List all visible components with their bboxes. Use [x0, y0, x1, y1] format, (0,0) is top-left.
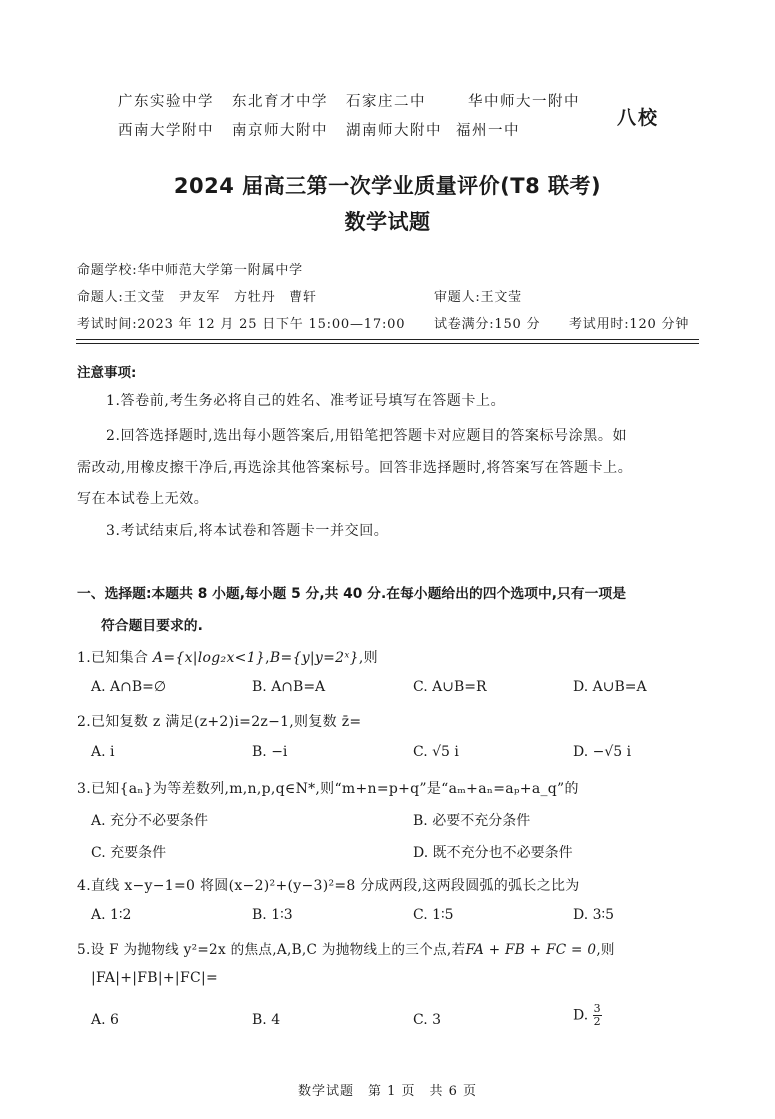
school-name: 华中师大一附中 [468, 94, 580, 110]
question-text: 已知集合 [90, 650, 153, 666]
q2-option-a: A. i [91, 744, 115, 760]
school-name: 石家庄二中 [346, 94, 426, 110]
question-number: 3. [77, 781, 91, 797]
notice-item-2-line3: 写在本试卷上无效。 [77, 491, 209, 507]
section-heading-line2: 符合题目要求的. [101, 618, 203, 634]
set-b: B={y|y=2ˣ} [269, 650, 359, 666]
q4-option-d: D. 3∶5 [573, 907, 615, 923]
q3-option-a: A. 充分不必要条件 [91, 813, 209, 829]
q3-option-d: D. 既不充分也不必要条件 [413, 845, 573, 861]
q1-option-c: C. A∪B=R [413, 679, 487, 695]
question-4-stem [77, 875, 580, 895]
school-name: 南京师大附中 [232, 123, 328, 139]
question-number: 5. [77, 942, 91, 958]
notice-item-2-line2: 需改动,用橡皮擦干净后,再选涂其他答案标号。回答非选择题时,将答案写在答题卡上。 [77, 460, 633, 476]
question-text: ,则 [596, 942, 615, 958]
question-5-stem-line1 [77, 938, 615, 958]
q5-option-d [573, 1003, 602, 1028]
q1-option-b: B. A∩B=A [252, 679, 326, 695]
question-3-stem [77, 778, 579, 798]
question-2-stem [77, 711, 361, 731]
notice-heading: 注意事项: [77, 365, 137, 381]
exam-title: 2024 届高三第一次学业质量评价(T8 联考) [173, 174, 602, 198]
q3-option-c: C. 充要条件 [91, 845, 167, 861]
option-label: D. [573, 1007, 593, 1024]
q4-option-a: A. 1∶2 [91, 907, 132, 923]
fraction-denominator: 2 [593, 1015, 601, 1028]
q5-option-a: A. 6 [91, 1012, 119, 1028]
q2-option-c: C. √5 i [413, 744, 459, 760]
exam-time: 考试时间:2023 年 12 月 25 日下午 15:00—17:00 [77, 317, 406, 332]
school-list-row1 [118, 90, 580, 111]
question-text: 直线 x−y−1=0 将圆(x−2)²+(y−3)²=8 分成两段,这两段圆弧的弧长之比为 [90, 878, 580, 894]
question-text: 已知{aₙ}为等差数列,m,n,p,q∈N*,则“m+n=p+q”是“aₘ+aₙ=aₚ+a_q”的 [90, 781, 579, 797]
q4-option-b: B. 1∶3 [252, 907, 293, 923]
school-list-row2 [118, 119, 520, 140]
q3-option-b: B. 必要不充分条件 [413, 813, 531, 829]
q4-option-c: C. 1∶5 [413, 907, 454, 923]
notice-item-2-line1: 2.回答选择题时,选出每小题答案后,用铅笔把答题卡对应题目的答案标号涂黑。如 [106, 428, 628, 444]
setters: 命题人:王文莹 尹友军 方牡丹 曹轩 [77, 290, 317, 305]
question-5-stem-line2: |FA|+|FB|+|FC|= [91, 970, 219, 986]
duration: 考试用时:120 分钟 [569, 317, 690, 332]
full-score: 试卷满分:150 分 [434, 317, 541, 332]
q2-option-d: D. −√5 i [573, 744, 632, 760]
question-number: 2. [77, 714, 91, 730]
school-name: 西南大学附中 [118, 123, 214, 139]
question-number: 4. [77, 878, 91, 894]
q5-option-c: C. 3 [413, 1012, 442, 1028]
school-name: 广东实验中学 [118, 94, 214, 110]
divider-top [76, 339, 699, 340]
question-text: 设 F 为抛物线 y²=2x 的焦点,A,B,C 为抛物线上的三个点,若 [90, 942, 466, 958]
reviewer: 审题人:王文莹 [434, 290, 522, 305]
page-footer: 数学试题 第 1 页 共 6 页 [297, 1084, 478, 1099]
question-text: 已知复数 z 满足(z+2)i=2z−1,则复数 z̄= [90, 714, 362, 730]
question-1-stem: 1.已知集合 A={x|log₂x<1},B={y|y=2ˣ},则 [77, 650, 378, 666]
notice-item-3: 3.考试结束后,将本试卷和答题卡一并交回。 [106, 523, 389, 539]
divider-bottom [76, 343, 699, 344]
section-heading-line1: 一、选择题:本题共 8 小题,每小题 5 分,共 40 分.在每小题给出的四个选项中,只有一项是 [77, 586, 626, 602]
notice-item-1: 1.答卷前,考生务必将自己的姓名、准考证号填写在答题卡上。 [106, 393, 506, 409]
subject-title: 数学试题 [344, 210, 431, 234]
eight-schools-label: 八校 [617, 107, 660, 129]
fraction-numerator: 3 [593, 1002, 601, 1015]
q5-option-b: B. 4 [252, 1012, 281, 1028]
set-a: A={x|log₂x<1} [152, 650, 266, 666]
setter-school: 命题学校:华中师范大学第一附属中学 [77, 263, 303, 278]
q1-option-d: D. A∪B=A [573, 679, 647, 695]
vector-sum: FA + FB + FC = 0 [465, 942, 597, 958]
school-name: 湖南师大附中 [346, 123, 442, 139]
q1-option-a: A. A∩B=∅ [91, 679, 167, 695]
question-number: 1. [77, 650, 91, 666]
school-name: 福州一中 [456, 123, 520, 139]
school-name: 东北育才中学 [232, 94, 328, 110]
fraction [593, 1003, 602, 1028]
question-text: ,则 [358, 650, 378, 666]
q2-option-b: B. −i [252, 744, 288, 760]
